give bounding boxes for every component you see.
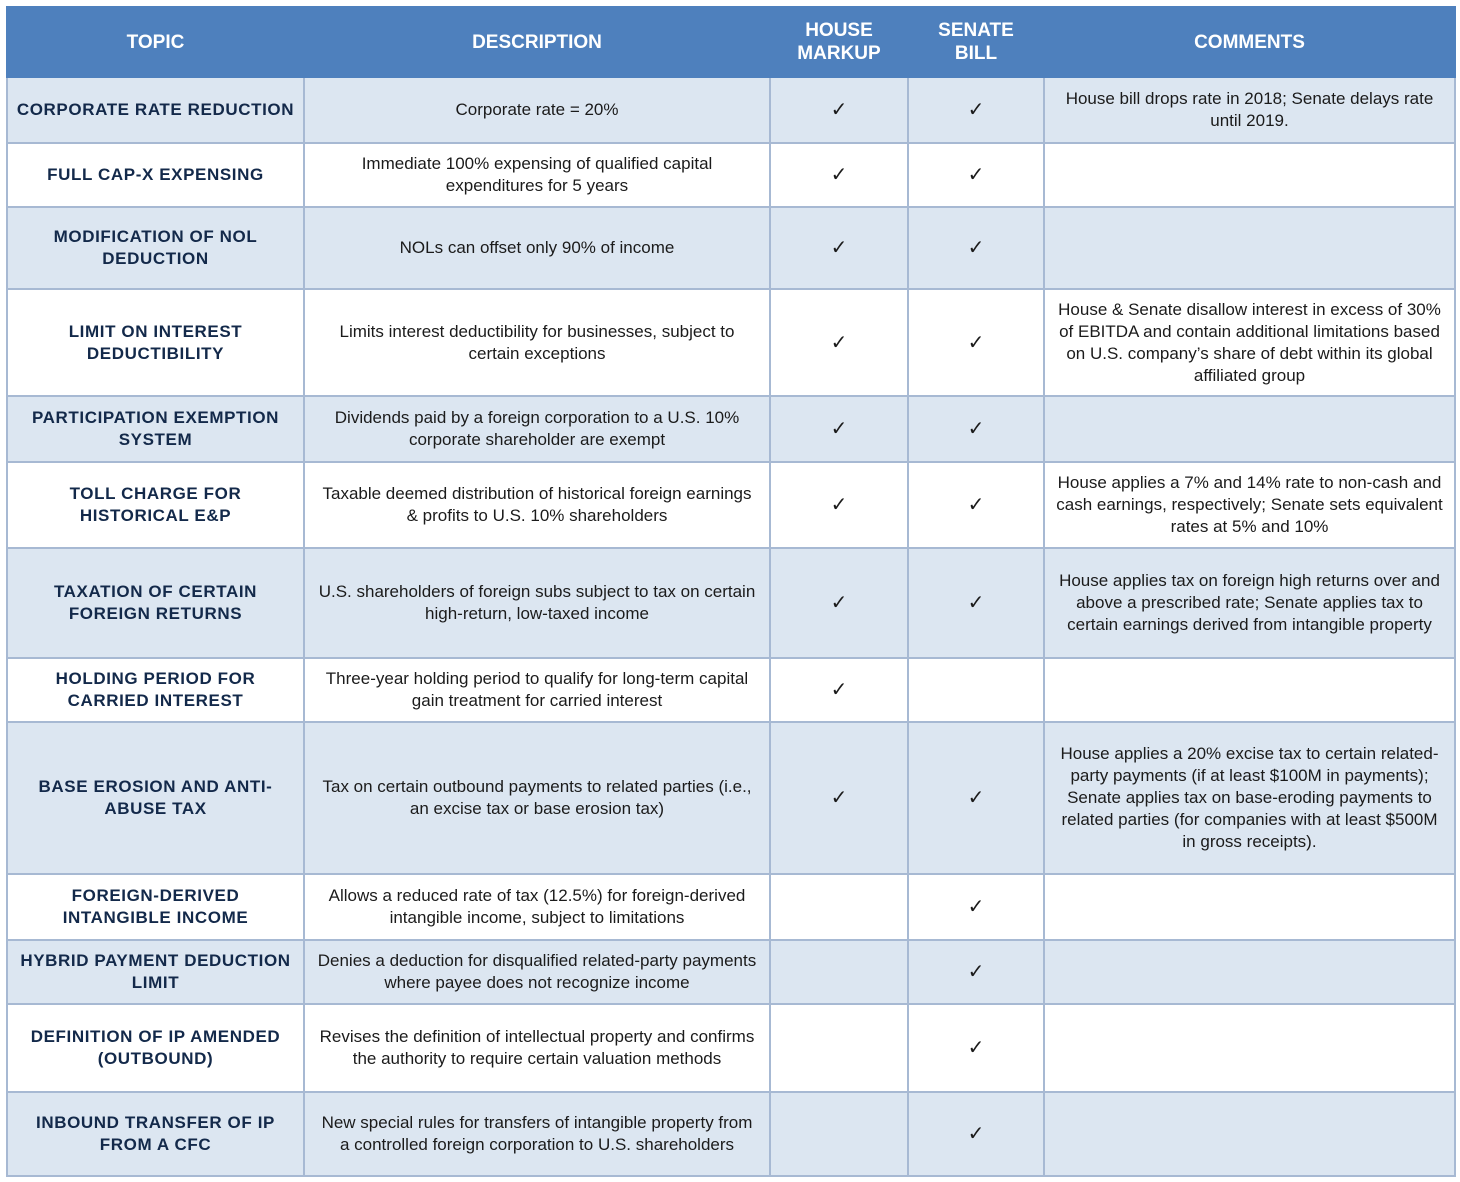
description-cell: Dividends paid by a foreign corporation to a U.S. 10% corporate shareholder are exempt (304, 396, 770, 462)
comments-cell: House applies a 20% excise tax to certain related-party payments (if at least $100M in payments); Senate applies tax on base-eroding payments to related parties (for companies with at least $500M in gross receipts). (1044, 722, 1455, 874)
house-markup-check: ✓ (770, 396, 908, 462)
description-cell: NOLs can offset only 90% of income (304, 207, 770, 289)
house-markup-check: ✓ (770, 462, 908, 548)
topic-cell: CORPORATE RATE REDUCTION (7, 77, 304, 143)
topic-cell: FOREIGN-DERIVED INTANGIBLE INCOME (7, 874, 304, 940)
topic-cell: DEFINITION OF IP AMENDED (OUTBOUND) (7, 1004, 304, 1092)
comments-cell: House & Senate disallow interest in excess of 30% of EBITDA and contain additional limitations based on U.S. company’s share of debt within its global affiliated group (1044, 289, 1455, 396)
comments-cell (1044, 207, 1455, 289)
senate-bill-check: ✓ (908, 462, 1044, 548)
house-markup-check: ✓ (770, 548, 908, 658)
table-row (7, 289, 1455, 396)
house-markup-check (770, 1004, 908, 1092)
header-topic: TOPIC (7, 7, 304, 77)
topic-cell: PARTICIPATION EXEMPTION SYSTEM (7, 396, 304, 462)
house-markup-check: ✓ (770, 77, 908, 143)
senate-bill-check: ✓ (908, 143, 1044, 207)
topic-cell: HYBRID PAYMENT DEDUCTION LIMIT (7, 940, 304, 1004)
header-house-markup: HOUSE MARKUP (770, 7, 908, 77)
topic-cell: FULL CAP-X EXPENSING (7, 143, 304, 207)
senate-bill-check: ✓ (908, 289, 1044, 396)
table-row (7, 1004, 1455, 1092)
senate-bill-check: ✓ (908, 207, 1044, 289)
description-cell: New special rules for transfers of intangible property from a controlled foreign corporation to U.S. shareholders (304, 1092, 770, 1176)
senate-bill-check: ✓ (908, 396, 1044, 462)
description-cell: Tax on certain outbound payments to related parties (i.e., an excise tax or base erosion tax) (304, 722, 770, 874)
table-row (7, 658, 1455, 722)
topic-cell: TOLL CHARGE FOR HISTORICAL E&P (7, 462, 304, 548)
senate-bill-check: ✓ (908, 77, 1044, 143)
house-markup-check (770, 940, 908, 1004)
table-row (7, 77, 1455, 143)
header-senate-bill: SENATE BILL (908, 7, 1044, 77)
house-markup-check (770, 1092, 908, 1176)
header-row (7, 7, 1455, 77)
house-markup-check (770, 874, 908, 940)
table-row (7, 940, 1455, 1004)
topic-cell: BASE EROSION AND ANTI-ABUSE TAX (7, 722, 304, 874)
tax-comparison-table-container (6, 6, 1454, 1177)
table-row (7, 548, 1455, 658)
comments-cell (1044, 143, 1455, 207)
senate-bill-check: ✓ (908, 940, 1044, 1004)
house-markup-check: ✓ (770, 658, 908, 722)
table-row (7, 722, 1455, 874)
description-cell: Limits interest deductibility for businesses, subject to certain exceptions (304, 289, 770, 396)
table-row (7, 207, 1455, 289)
comments-cell: House applies tax on foreign high returns over and above a prescribed rate; Senate applies tax to certain earnings derived from intangible property (1044, 548, 1455, 658)
senate-bill-check (908, 658, 1044, 722)
description-cell: Corporate rate = 20% (304, 77, 770, 143)
senate-bill-check: ✓ (908, 1004, 1044, 1092)
description-cell: U.S. shareholders of foreign subs subject to tax on certain high-return, low-taxed income (304, 548, 770, 658)
house-markup-check: ✓ (770, 207, 908, 289)
table-body (7, 77, 1455, 1176)
topic-cell: TAXATION OF CERTAIN FOREIGN RETURNS (7, 548, 304, 658)
comments-cell: House bill drops rate in 2018; Senate delays rate until 2019. (1044, 77, 1455, 143)
topic-cell: INBOUND TRANSFER OF IP FROM A CFC (7, 1092, 304, 1176)
table-row (7, 462, 1455, 548)
table-row (7, 396, 1455, 462)
comments-cell (1044, 940, 1455, 1004)
comments-cell (1044, 658, 1455, 722)
house-markup-check: ✓ (770, 722, 908, 874)
description-cell: Denies a deduction for disqualified related-party payments where payee does not recognize income (304, 940, 770, 1004)
senate-bill-check: ✓ (908, 548, 1044, 658)
tax-comparison-table (6, 6, 1456, 1177)
comments-cell: House applies a 7% and 14% rate to non-cash and cash earnings, respectively; Senate sets equivalent rates at 5% and 10% (1044, 462, 1455, 548)
house-markup-check: ✓ (770, 289, 908, 396)
topic-cell: LIMIT ON INTEREST DEDUCTIBILITY (7, 289, 304, 396)
table-row (7, 874, 1455, 940)
description-cell: Taxable deemed distribution of historical foreign earnings & profits to U.S. 10% shareholders (304, 462, 770, 548)
comments-cell (1044, 396, 1455, 462)
senate-bill-check: ✓ (908, 874, 1044, 940)
comments-cell (1044, 1004, 1455, 1092)
header-description: DESCRIPTION (304, 7, 770, 77)
senate-bill-check: ✓ (908, 722, 1044, 874)
senate-bill-check: ✓ (908, 1092, 1044, 1176)
description-cell: Revises the definition of intellectual property and confirms the authority to require certain valuation methods (304, 1004, 770, 1092)
table-row (7, 143, 1455, 207)
header-comments: COMMENTS (1044, 7, 1455, 77)
house-markup-check: ✓ (770, 143, 908, 207)
description-cell: Three-year holding period to qualify for long-term capital gain treatment for carried interest (304, 658, 770, 722)
description-cell: Immediate 100% expensing of qualified capital expenditures for 5 years (304, 143, 770, 207)
topic-cell: MODIFICATION OF NOL DEDUCTION (7, 207, 304, 289)
comments-cell (1044, 1092, 1455, 1176)
topic-cell: HOLDING PERIOD FOR CARRIED INTEREST (7, 658, 304, 722)
description-cell: Allows a reduced rate of tax (12.5%) for foreign-derived intangible income, subject to limitations (304, 874, 770, 940)
comments-cell (1044, 874, 1455, 940)
table-row (7, 1092, 1455, 1176)
